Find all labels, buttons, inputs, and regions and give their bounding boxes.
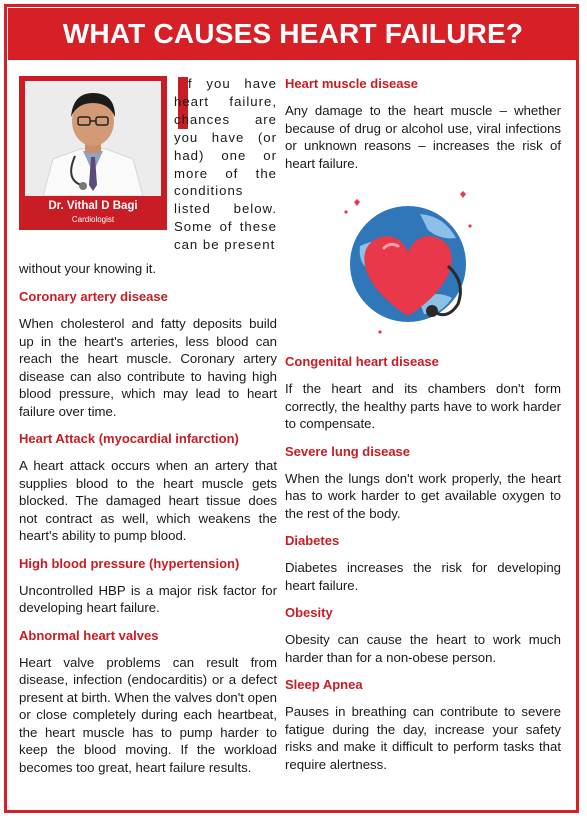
section-heading: Congenital heart disease (285, 354, 439, 369)
section-heading: Severe lung disease (285, 443, 411, 459)
section-heading: Sleep Apnea (285, 677, 363, 692)
section-heading: Obesity (285, 605, 333, 620)
section-body: When cholesterol and fatty deposits build up in the heart's arteries, less blood can reach the heart muscle. Coronary artery disease can also contribute to having high blood pressure, which may lead to heart failure over time. (19, 316, 277, 419)
doctor-name: Dr. Vithal D Bagi (48, 200, 138, 212)
left-column (19, 288, 277, 776)
section-heading: Coronary artery disease (19, 289, 168, 304)
section-heading: Heart muscle disease (285, 76, 418, 91)
section-heading: Heart Attack (myocardial infarction) (19, 431, 239, 446)
intro-text: f you have heart failure, chances are you have (or had) one or more of the conditions listed below. Some of these can be present (174, 76, 277, 253)
section-body: A heart attack occurs when an artery that supplies blood to the heart muscle gets blocked. The damaged heart tissue does not contract as well, which weakens the heart's ability to pump blood. (19, 458, 277, 543)
section-body: Heart valve problems can result from disease, infection (endocarditis) or a defect present at birth. When the valves don't open or close completely during each heartbeat, the heart muscle has to pump harder to keep the blood moving. If the workload becomes too great, heart failure results. (19, 654, 277, 775)
right-column-bottom (285, 353, 561, 773)
section-body: Diabetes increases the risk for developing heart failure. (285, 560, 561, 593)
section-body: When the lungs don't work properly, the heart has to work harder to get available oxygen to the rest of the body. (285, 470, 561, 521)
doctor-role: Cardiologist (71, 215, 115, 224)
doctor-photo (25, 81, 161, 196)
section-heading: High blood pressure (hypertension) (19, 555, 240, 571)
section-heading: Diabetes (285, 533, 340, 548)
heart-globe-illustration (340, 186, 476, 336)
section-body: Pauses in breathing can contribute to severe fatigue during the day, increase your safety risks and make it difficult to perform tasks that require alertness. (285, 704, 561, 772)
intro-text-tail: without your knowing it. (19, 261, 157, 276)
section-body: Uncontrolled HBP is a major risk factor for developing heart failure. (19, 582, 277, 615)
section-body: If the heart and its chambers don't form correctly, the healthy parts have to work harder to compensate. (285, 381, 561, 431)
doctor-photo-box (19, 76, 167, 230)
section-heading: Abnormal heart valves (19, 627, 159, 643)
section-body: Obesity can cause the heart to work much harder than for a non-obese person. (285, 632, 561, 665)
section-body: Any damage to the heart muscle – whether because of drug or alcohol use, viral infections or unknown reasons – increases the risk of heart failure. (285, 103, 561, 171)
page-title: WHAT CAUSES HEART FAILURE? (8, 8, 578, 60)
right-column-top (285, 75, 561, 172)
